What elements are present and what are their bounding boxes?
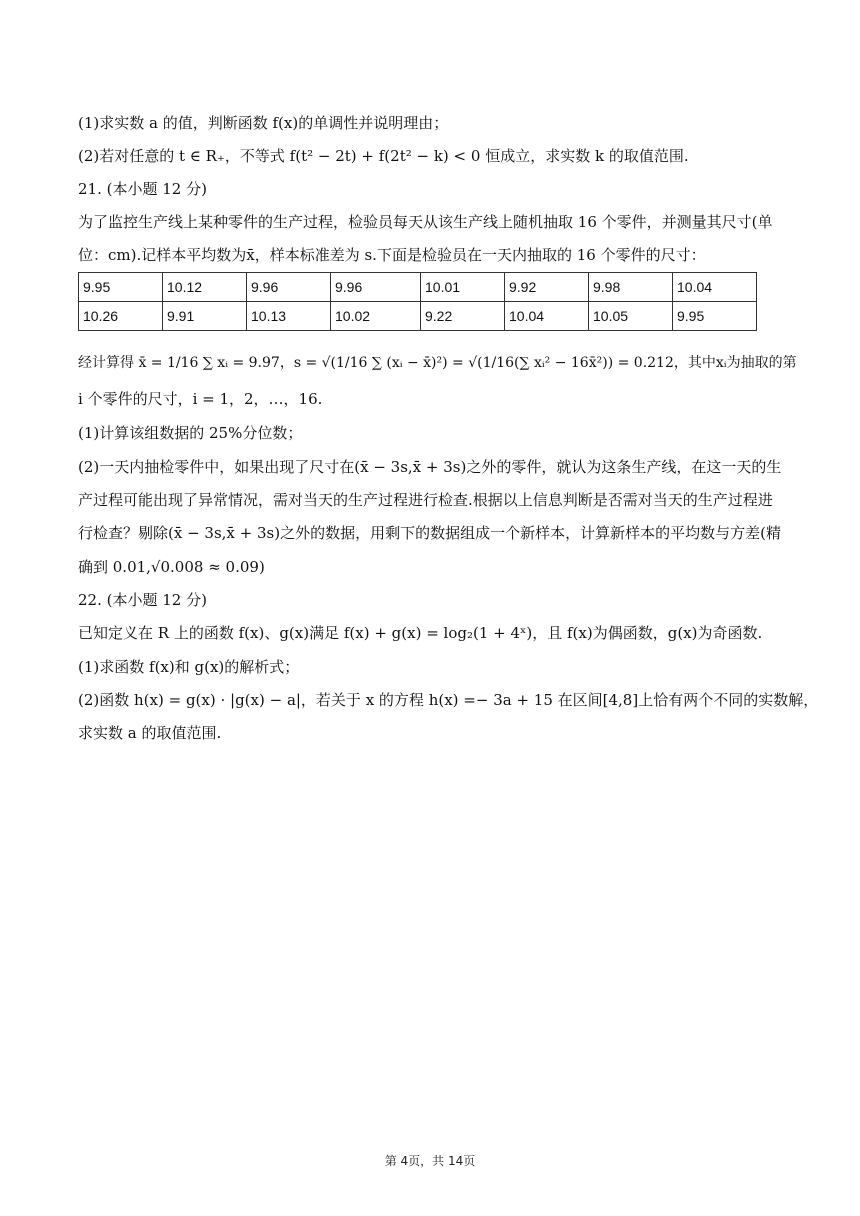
table-cell: 10.12	[163, 273, 247, 302]
q21-intro-line2: 位：cm).记样本平均数为x̄，样本标准差为 s.下面是检验员在一天内抽取的 16 个零件的尺寸：	[78, 246, 706, 264]
table-cell: 9.96	[331, 273, 421, 302]
table-cell: 9.91	[163, 302, 247, 331]
q20-part2: (2)若对任意的 t ∈ R₊，不等式 f(t² − 2t) + f(2t² − k) < 0 恒成立，求实数 k 的取值范围.	[78, 147, 689, 165]
q22-intro: 已知定义在 R 上的函数 f(x)、g(x)满足 f(x) + g(x) = log₂(1 + 4ˣ)，且 f(x)为偶函数，g(x)为奇函数.	[78, 624, 763, 642]
table-cell: 10.13	[247, 302, 331, 331]
measurement-table	[78, 272, 757, 331]
q20-part1: (1)求实数 a 的值，判断函数 f(x)的单调性并说明理由；	[78, 114, 449, 132]
table-cell: 9.98	[589, 273, 673, 302]
q21-part1: (1)计算该组数据的 25%分位数；	[78, 424, 303, 442]
q21-part2-line2: 产过程可能出现了异常情况，需对当天的生产过程进行检查.根据以上信息判断是否需对当天的生产过程进	[78, 491, 773, 509]
table-row	[79, 273, 757, 302]
table-cell: 9.95	[673, 302, 757, 331]
q22-header: 22. (本小题 12 分)	[78, 591, 207, 609]
q21-part2-line1: (2)一天内抽检零件中，如果出现了尺寸在(x̄ − 3s,x̄ + 3s)之外的零件，就认为这条生产线，在这一天的生	[78, 458, 782, 476]
q22-part1: (1)求函数 f(x)和 g(x)的解析式；	[78, 658, 300, 676]
q21-calculation-line2: i 个零件的尺寸，i = 1，2，…，16.	[78, 390, 323, 408]
q21-intro-line1: 为了监控生产线上某种零件的生产过程，检验员每天从该生产线上随机抽取 16 个零件，并测量其尺寸(单	[78, 213, 773, 231]
q21-part2-line4: 确到 0.01,√0.008 ≈ 0.09)	[78, 558, 265, 576]
table-cell: 9.96	[247, 273, 331, 302]
table-cell: 10.05	[589, 302, 673, 331]
table-cell: 10.04	[673, 273, 757, 302]
q21-header: 21. (本小题 12 分)	[78, 180, 207, 198]
table-cell: 10.04	[505, 302, 589, 331]
q22-part2-line1: (2)函数 h(x) = g(x) · |g(x) − a|，若关于 x 的方程 h(x) =− 3a + 15 在区间[4,8]上恰有两个不同的实数解，	[78, 691, 819, 709]
table-cell: 9.92	[505, 273, 589, 302]
q21-part2-line3: 行检查？剔除(x̄ − 3s,x̄ + 3s)之外的数据，用剩下的数据组成一个新样本，计算新样本的平均数与方差(精	[78, 524, 781, 542]
table-cell: 10.01	[421, 273, 505, 302]
table-cell: 9.95	[79, 273, 163, 302]
table-cell: 10.02	[331, 302, 421, 331]
q22-part2-line2: 求实数 a 的取值范围.	[78, 724, 222, 742]
table-row	[79, 302, 757, 331]
table-cell: 9.22	[421, 302, 505, 331]
q21-calculation-line1: 经计算得 x̄ = 1/16 ∑ xᵢ = 9.97，s = √(1/16 ∑ (xᵢ − x̄)²) = √(1/16(∑ xᵢ² − 16x̄²)) = 0.212，其中xᵢ为抽取的第	[78, 355, 797, 371]
table-cell: 10.26	[79, 302, 163, 331]
page-footer: 第 4页，共 14页	[384, 1154, 476, 1168]
